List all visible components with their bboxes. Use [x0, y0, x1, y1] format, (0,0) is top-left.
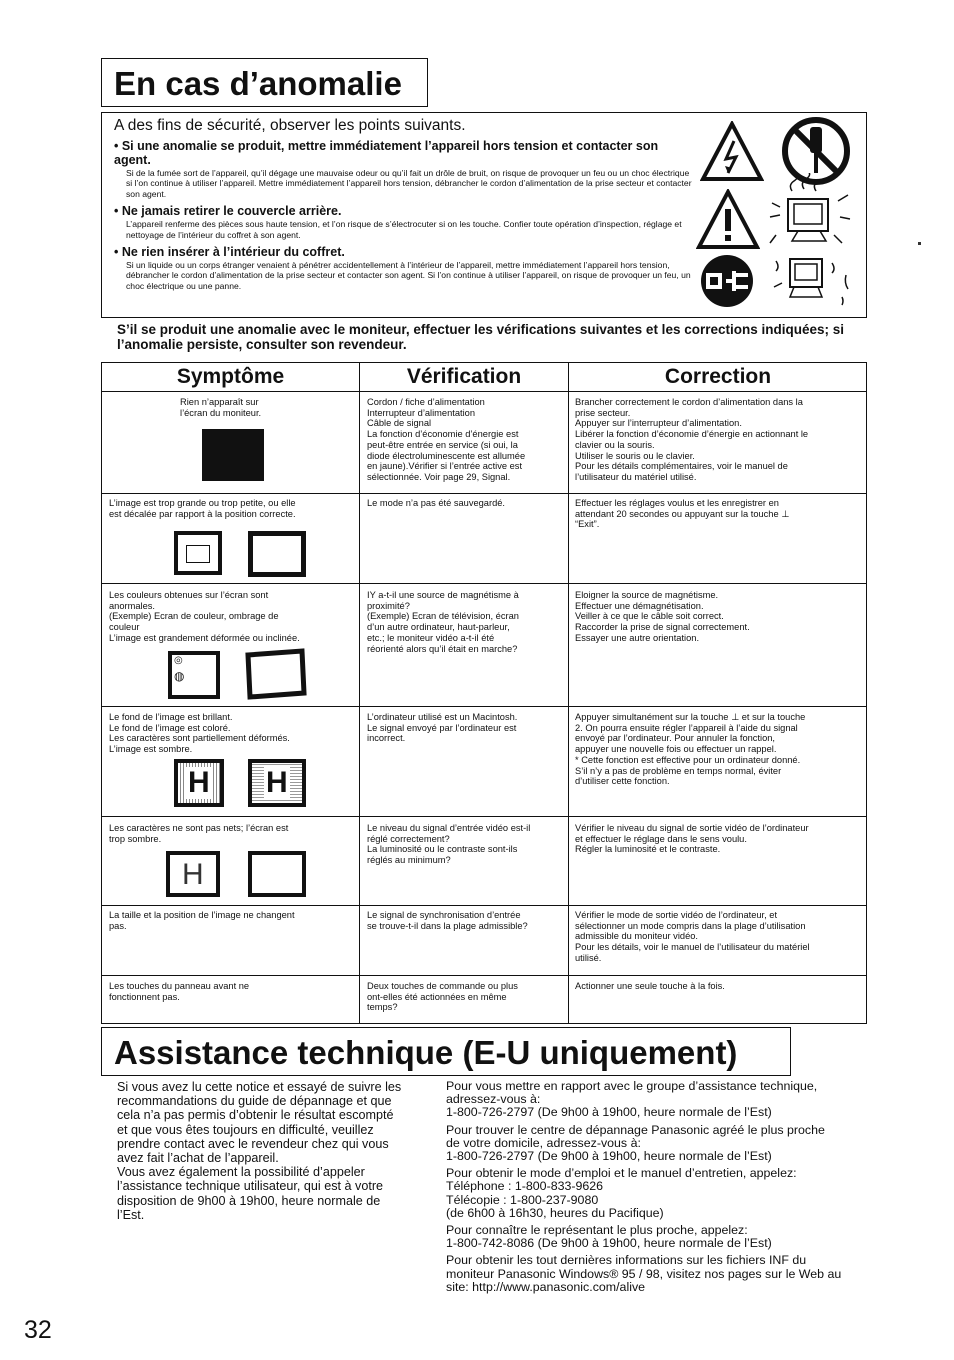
- correction-cell: Vérifier le mode de sortie vidéo de l’ordinateur, et sélectionner un mode compris dans la plage d’utilisation admissible du moniteur vidéo. Pour les détails, voir le manuel de l’utilisateur du matériel utilisé.: [575, 910, 810, 963]
- correction-cell: Vérifier le niveau du signal de sortie vidéo de l’ordinateur et effectuer le réglage dans le sens voulu. Régler la luminosité et le contraste.: [575, 823, 809, 855]
- warning-heading-2: • Ne jamais retirer le couvercle arrière.: [114, 204, 342, 219]
- column-divider-1: [359, 363, 360, 1023]
- color-stain-screen-icon: ◎ ◍: [168, 651, 220, 699]
- blank-screen-icon: [202, 429, 264, 481]
- symptom-cell: Rien n’apparaît sur l’écran du moniteur.: [180, 397, 262, 418]
- verification-cell: Deux touches de commande ou plus ont-elles été actionnées en même temps?: [367, 981, 518, 1013]
- symptom-cell: Les caractères ne sont pas nets; l’écran est trop sombre.: [109, 823, 289, 844]
- header-correction: Correction: [664, 365, 772, 388]
- symptom-cell: La taille et la position de l’image ne changent pas.: [109, 910, 295, 931]
- column-divider-2: [568, 363, 569, 1023]
- warning-text-3: Si un liquide ou un corps étranger venaient à pénétrer accidentellement à l’intérieur de l’appareil, mettre immédiatement l’appareil hors tension, débrancher le cordon d’alimentation de la prise secteur et contacter son agent. Si l’on continue à utiliser l’appareil, on risque de provoquer un feu, un choc électrique ou une panne.: [126, 260, 691, 291]
- row-divider: [102, 975, 866, 976]
- bright-background-screen-icon: H: [174, 759, 224, 807]
- troubleshooting-table: [101, 362, 867, 1024]
- symptom-cell: Les touches du panneau avant ne fonctionnent pas.: [109, 981, 250, 1002]
- verification-cell: L’ordinateur utilisé est un Macintosh. Le signal envoyé par l’ordinateur est incorrect.: [367, 712, 518, 744]
- correction-cell: Brancher correctement le cordon d’alimentation dans la prise secteur. Appuyer sur l’interrupteur d’alimentation. Libérer la fonction d’économie d’énergie en actionnant le clavier ou la souris. Utiliser le souris ou le clavier. Pour les détails complémentaires, voir le manuel de l’utilisateur du matériel utilisé.: [575, 397, 809, 482]
- warning-text-2: L’appareil renferme des pièces sous haute tension, et l’on risque de s’électrocuter si on les touche. Confier toute opération d’inspection, réglage et nettoyage de l’intérieur du coffret à son agent.: [126, 219, 682, 240]
- row-divider: [102, 493, 866, 494]
- section-title-anomalie: En cas d’anomalie: [101, 58, 428, 107]
- warning-text-1: Si de la fumée sort de l’appareil, qu’il dégage une mauvaise odeur ou qu’il fait un drôle de bruit, on risque de provoquer un feu ou un choc électrique si l’on continue à utiliser l’appareil. Mettre immédiatement l’appareil hors tension, débrancher le cordon d’alimentation de la prise secteur et contacter son agent.: [126, 168, 692, 199]
- dark-screen-icon: [248, 851, 306, 897]
- symptom-cell: L’image est trop grande ou trop petite, ou elle est décalée par rapport à la position correcte.: [109, 498, 296, 519]
- contact-paragraph: Pour connaître le représentant le plus proche, appelez: 1-800-742-8086 (De 9h00 à 19h00, heure normale de l’Est): [446, 1223, 772, 1251]
- row-divider: [102, 816, 866, 817]
- row-divider: [102, 583, 866, 584]
- stray-mark: [918, 242, 921, 245]
- dark-image-screen-icon: H: [248, 759, 306, 807]
- tilted-image-screen-icon: [244, 647, 308, 703]
- verification-cell: Le niveau du signal d’entrée vidéo est-il réglé correctement? La luminosité ou le contraste sont-ils réglés au minimum?: [367, 823, 531, 866]
- row-divider: [102, 706, 866, 707]
- large-image-screen-icon: [248, 531, 306, 577]
- symptom-cell: Les couleurs obtenues sur l’écran sont anormales. (Exemple) Ecran de couleur, ombrage de couleur L’image est grandement déformée ou inclinée.: [109, 590, 300, 643]
- assistance-right-text: [446, 1080, 876, 1298]
- assistance-left-text: Si vous avez lu cette notice et essayé de suivre les recommandations du guide de dépannage et que cela n’a pas permis d’obtenir le résultat escompté et que vous êtes toujours en difficulté, veuillez prendre contact avec le revendeur chez qui vous avez fait l’achat de l’appareil. Vous avez également la possibilité d’appeler l’assistance technique utilisateur, qui est à votre disposition de 9h00 à 19h00, heure normale de l’Est.: [117, 1080, 402, 1222]
- blurred-characters-screen-icon: H: [166, 851, 220, 897]
- verification-cell: Le mode n’a pas été sauvegardé.: [367, 498, 506, 508]
- liquid-monitor-icon: [762, 253, 854, 315]
- header-symptome: Symptôme: [176, 365, 285, 388]
- caution-triangle-icon: [696, 189, 760, 251]
- unplug-icon: [698, 253, 756, 309]
- correction-cell: Actionner une seule touche à la fois.: [575, 981, 725, 991]
- correction-cell: Effectuer les réglages voulus et les enregistrer en attendant 20 secondes ou appuyant sur la touche ⊥ “Exit”.: [575, 498, 790, 530]
- contact-paragraph: Pour obtenir le mode d’emploi et le manuel d’entretien, appelez: Téléphone : 1-800-833-9626 Télécopie : 1-800-237-9080 (de 6h00 à 16h30, heures du Pacifique): [446, 1166, 797, 1220]
- row-divider: [102, 905, 866, 906]
- contact-paragraph: Pour trouver le centre de dépannage Panasonic agréé le plus proche de votre domicile, adressez-vous à: 1-800-726-2797 (De 9h00 à 19h00, heure normale de l’Est): [446, 1122, 825, 1164]
- electric-shock-warning-icon: [700, 121, 764, 183]
- verification-cell: IY a-t-il une source de magnétisme à proximité? (Exemple) Ecran de télévision, écran d’un autre ordinateur, haut-parleur, etc.; le moniteur vidéo a-t-il été réorienté alors qu’il était en marche?: [367, 590, 519, 654]
- contact-paragraph: Pour obtenir les tout dernières informations sur les fichiers INF du moniteur Panasonic Windows® 95 / 98, visitez nos pages sur le Web au site: http://www.panasonic.com/alive: [446, 1253, 842, 1294]
- troubleshooting-instruction: S’il se produit une anomalie avec le moniteur, effectuer les vérifications suivantes et les corrections indiquées; si l’anomalie persiste, consulter son revendeur.: [117, 322, 844, 352]
- safety-notice-box: [101, 112, 867, 318]
- contact-paragraph: Pour vous mettre en rapport avec le groupe d’assistance technique, adressez-vous à: 1-800-726-2797 (De 9h00 à 19h00, heure normale de l’Est): [446, 1079, 818, 1120]
- smoking-monitor-icon: [762, 173, 854, 253]
- verification-cell: Le signal de synchronisation d’entrée se trouve-t-il dans la plage admissible?: [367, 910, 528, 931]
- warning-heading-3: • Ne rien insérer à l’intérieur du coffret.: [114, 245, 345, 260]
- correction-cell: Appuyer simultanément sur la touche ⊥ et sur la touche 2. On pourra ensuite régler l’appareil à l’aide du signal envoyé par l’ordinateur. Pour annuler la fonction, appuyer une nouvelle fois ou effectuer un rappel. * Cette fonction est effective pour un ordinateur donné. S’il n’y a pas de problème en temps normal, éviter d’utiliser cette fonction.: [575, 712, 806, 787]
- row-divider: [102, 391, 866, 392]
- page-number: 32: [24, 1316, 52, 1344]
- symptom-cell: Le fond de l’image est brillant. Le fond de l’image est coloré. Les caractères sont partiellement déformés. L’image est sombre.: [109, 712, 290, 755]
- header-verification: Vérification: [406, 365, 522, 388]
- warning-heading-1: • Si une anomalie se produit, mettre immédiatement l’appareil hors tension et contacter son agent.: [114, 139, 659, 167]
- small-image-screen-icon: [174, 531, 222, 575]
- correction-cell: Eloigner la source de magnétisme. Effectuer une démagnétisation. Veiller à ce que le câble soit correct. Raccorder la prise de signal correctement. Essayer une autre orientation.: [575, 590, 750, 643]
- verification-cell: Cordon / fiche d’alimentation Interrupteur d’alimentation Câble de signal La fonction d’économie d’énergie est peut-être entrée en service (si oui, la diode électroluminescente est allumée en jaune).Vérifier si l’entrée active est sélectionnée. Voir page 29, Signal.: [367, 397, 526, 482]
- section-title-assistance: Assistance technique (E-U uniquement): [101, 1027, 791, 1076]
- safety-intro: A des fins de sécurité, observer les points suivants.: [114, 117, 466, 134]
